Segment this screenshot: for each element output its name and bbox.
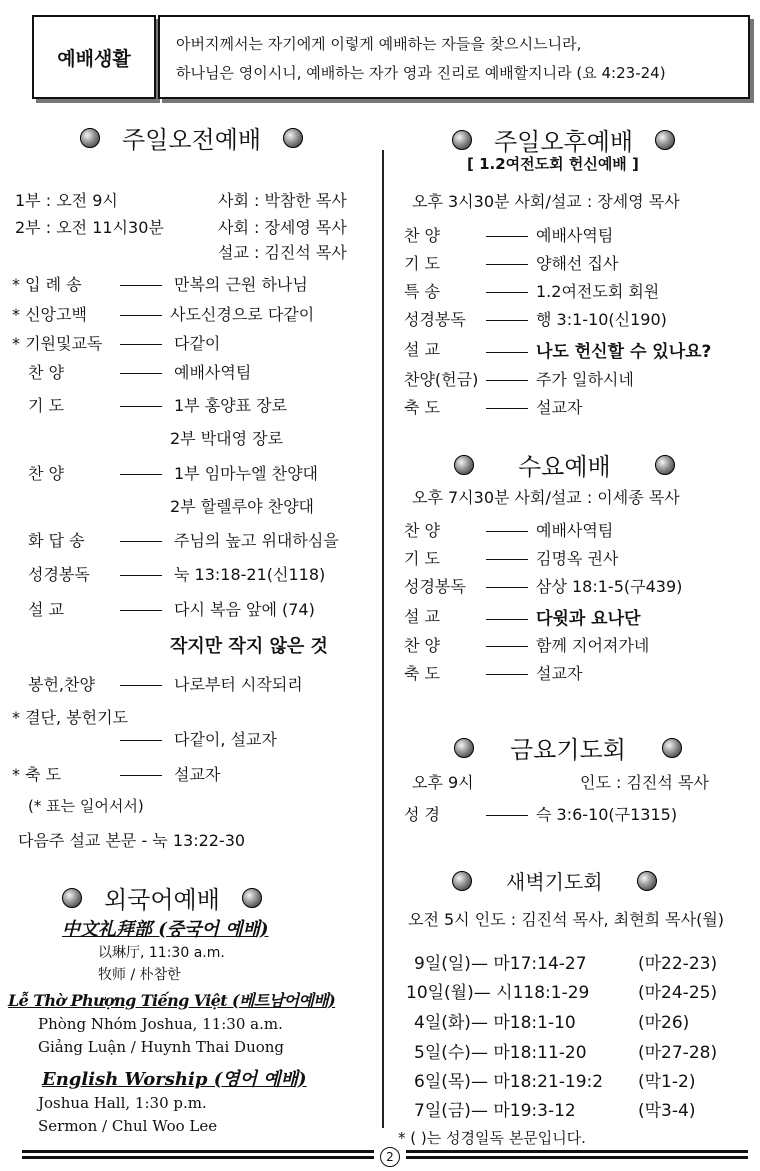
vietnamese-line-2: Giảng Luận / Huynh Thai Duong [38, 1038, 285, 1056]
bullet-ball-icon [662, 738, 682, 758]
bless-row [112, 762, 220, 785]
morning-row-label: * 입 례 송 [12, 275, 82, 294]
dawn-note: * ( )는 성경일독 본문입니다. [398, 1129, 586, 1147]
bullet-ball-icon [452, 871, 472, 891]
column-divider [382, 150, 384, 1128]
chinese-worship-title: 中文礼拜部 (중국어 예배) [62, 919, 269, 940]
afternoon-section-title: 주일오후예배 [452, 122, 675, 157]
morning-row-label: * 신앙고백 [12, 305, 87, 324]
morning-row [112, 461, 318, 484]
wednesday-row [478, 574, 682, 597]
header-label: 예배생활 [57, 47, 131, 70]
wednesday-row-value: 설교자 [536, 664, 583, 683]
morning-row-value: 눅 13:18-21(신118) [174, 565, 326, 584]
chinese-line-1: 以琳厅, 11:30 a.m. [98, 945, 225, 961]
wednesday-row-value: 김명옥 권사 [536, 549, 619, 568]
morning-row [112, 393, 287, 416]
afternoon-row-value: 행 3:1-10(신190) [536, 310, 667, 329]
dawn-row: 10일(월)— 시118:1-29 [406, 983, 590, 1003]
morning-row [112, 562, 325, 585]
morning-row [112, 597, 315, 620]
morning-row-label: * 기원및교독 [12, 334, 103, 353]
bullet-ball-icon [454, 455, 474, 475]
friday-scripture-value: 슥 3:6-10(구1315) [536, 805, 678, 824]
standing-note: (* 표는 일어서서) [28, 797, 144, 815]
morning-row-label: 화 답 송 [28, 531, 85, 550]
dawn-row: 4일(화)— 마18:1-10 [414, 1013, 576, 1033]
afternoon-row-label: 찬 양 [404, 226, 440, 245]
header-verse-box [158, 15, 750, 99]
bless-value: 설교자 [174, 765, 221, 784]
afternoon-row [478, 307, 667, 330]
bullet-ball-icon [637, 871, 657, 891]
wednesday-row [478, 661, 582, 684]
english-line-2: Sermon / Chul Woo Lee [38, 1117, 218, 1135]
dawn-row: 5일(수)— 마18:11-20 [414, 1043, 587, 1063]
morning-row-value: 다시 복음 앞에 (74) [174, 600, 315, 619]
morning-row-value: 2부 할렐루야 찬양대 [170, 497, 314, 516]
dawn-row: 9일(일)— 마17:14-27 [414, 954, 587, 974]
afternoon-row-value: 양해선 집사 [536, 254, 619, 273]
afternoon-time-host: 오후 3시30분 사회/설교 : 장세영 목사 [412, 192, 680, 211]
footer-rule-right [406, 1150, 748, 1159]
wednesday-row-label: 찬 양 [404, 521, 440, 540]
footer-rule-left [22, 1150, 374, 1159]
wednesday-row [478, 518, 613, 541]
bullet-ball-icon [62, 888, 82, 908]
dawn-time-leader: 오전 5시 인도 : 김진석 목사, 최현희 목사(월) [408, 910, 725, 929]
friday-section-title: 금요기도회 [454, 730, 682, 765]
friday-leader: 인도 : 김진석 목사 [580, 773, 709, 792]
morning-row [112, 331, 220, 354]
morning-row-label: 성경봉독 [28, 565, 90, 584]
afternoon-row [478, 367, 634, 390]
afternoon-row-label: 성경봉독 [404, 310, 466, 329]
wednesday-row-label: 축 도 [404, 664, 440, 683]
wednesday-time-host: 오후 7시30분 사회/설교 : 이세종 목사 [412, 488, 680, 507]
chinese-line-2: 牧师 / 朴참한 [98, 967, 181, 983]
offering-label: 봉헌,찬양 [28, 675, 95, 694]
bullet-ball-icon [454, 738, 474, 758]
afternoon-row [478, 279, 659, 302]
afternoon-row-value: 1.2여전도회 회원 [536, 282, 660, 301]
bless-label: * 축 도 [12, 765, 62, 784]
morning-row-value: 2부 박대영 장로 [170, 429, 284, 448]
morning-host-1: 사회 : 박참한 목사 [218, 191, 347, 210]
page-number: 2 [380, 1147, 400, 1167]
wednesday-row-label: 설 교 [404, 607, 440, 626]
morning-row-value: 1부 홍양표 장로 [174, 396, 288, 415]
decision-row [112, 727, 277, 750]
bullet-ball-icon [655, 130, 675, 150]
afternoon-row-label: 기 도 [404, 254, 440, 273]
wednesday-row [478, 546, 618, 569]
decision-value: 다같이, 설교자 [174, 730, 277, 749]
bullet-ball-icon [655, 455, 675, 475]
dawn-row-reading: (마27-28) [638, 1043, 718, 1063]
afternoon-row-value: 예배사역팀 [536, 226, 614, 245]
bullet-ball-icon [283, 128, 303, 148]
wednesday-row [478, 633, 649, 656]
vietnamese-worship-title: Lễ Thờ Phượng Tiếng Việt (베트남어예배) [8, 991, 336, 1010]
afternoon-row-value: 나도 헌신할 수 있나요? [536, 342, 712, 362]
afternoon-row-label: 설 교 [404, 340, 440, 359]
morning-row-value: 사도신경으로 다같이 [170, 305, 315, 324]
wednesday-row-label: 성경봉독 [404, 577, 466, 596]
morning-row-value: 주님의 높고 위대하심을 [174, 531, 339, 550]
dawn-row-reading: (마26) [638, 1013, 690, 1033]
wednesday-row-label: 찬 양 [404, 636, 440, 655]
english-worship-title: English Worship (영어 예배) [42, 1069, 307, 1090]
morning-row-value: 1부 임마누엘 찬양대 [174, 464, 318, 483]
dawn-section-title: 새벽기도회 [452, 866, 657, 895]
dawn-row-reading: (막3-4) [638, 1101, 696, 1121]
morning-section-title: 주일오전예배 [80, 120, 303, 155]
friday-time: 오후 9시 [412, 773, 474, 792]
morning-row [112, 272, 308, 295]
morning-row [112, 302, 314, 325]
wednesday-row [478, 604, 640, 629]
afternoon-row-label: 특 송 [404, 282, 440, 301]
morning-row [112, 360, 251, 383]
morning-row-label: 찬 양 [28, 363, 64, 382]
wednesday-row-label: 기 도 [404, 549, 440, 568]
morning-sermon-title: 작지만 작지 않은 것 [170, 636, 328, 657]
decision-label: * 결단, 봉헌기도 [12, 708, 128, 727]
morning-row-value: 예배사역팀 [174, 363, 252, 382]
afternoon-row-label: 찬양(헌금) [404, 370, 479, 389]
dawn-row-reading: (막1-2) [638, 1072, 696, 1092]
friday-scripture-row [478, 802, 677, 825]
dawn-row: 6일(목)— 마18:21-19:2 [414, 1072, 604, 1092]
afternoon-row-label: 축 도 [404, 398, 440, 417]
wednesday-section-title: 수요예배 [454, 447, 675, 482]
morning-host-2: 사회 : 장세영 목사 [218, 218, 347, 237]
dawn-row-reading: (마24-25) [638, 983, 718, 1003]
afternoon-row [478, 251, 618, 274]
wednesday-row-value: 다윗과 요나단 [536, 609, 641, 629]
morning-first-service: 1부 : 오전 9시 [15, 191, 118, 210]
vietnamese-line-1: Phòng Nhóm Joshua, 11:30 a.m. [38, 1015, 283, 1033]
offering-value: 나로부터 시작되리 [174, 675, 303, 694]
morning-second-service: 2부 : 오전 11시30분 [15, 218, 164, 237]
morning-row-label: 기 도 [28, 396, 64, 415]
offering-row [112, 672, 303, 695]
foreign-section-title: 외국어예배 [62, 880, 262, 915]
morning-row-value: 다같이 [174, 334, 221, 353]
bullet-ball-icon [242, 888, 262, 908]
verse-line-2: 하나님은 영이시니, 예배하는 자가 영과 진리로 예배할지니라 (요 4:23-24) [176, 64, 666, 82]
morning-row-value: 만복의 근원 하나님 [174, 275, 308, 294]
afternoon-row [478, 223, 613, 246]
morning-row-label: 설 교 [28, 600, 64, 619]
dawn-row-reading: (마22-23) [638, 954, 718, 974]
afternoon-row [478, 395, 582, 418]
afternoon-subtitle: [ 1.2여전도회 헌신예배 ] [467, 155, 639, 173]
afternoon-row [478, 337, 711, 362]
morning-preacher: 설교 : 김진석 목사 [218, 243, 347, 262]
afternoon-row-value: 설교자 [536, 398, 583, 417]
next-week-text: 다음주 설교 본문 - 눅 13:22-30 [18, 831, 246, 850]
afternoon-row-value: 주가 일하시네 [536, 370, 634, 389]
english-line-1: Joshua Hall, 1:30 p.m. [38, 1094, 207, 1112]
wednesday-row-value: 삼상 18:1-5(구439) [536, 577, 683, 596]
wednesday-row-value: 함께 지어져가네 [536, 636, 650, 655]
header-label-box [32, 15, 156, 99]
bullet-ball-icon [80, 128, 100, 148]
morning-row [112, 528, 339, 551]
verse-line-1: 아버지께서는 자기에게 이렇게 예배하는 자들을 찾으시느니라, [176, 35, 582, 53]
wednesday-row-value: 예배사역팀 [536, 521, 614, 540]
dawn-row: 7일(금)— 마19:3-12 [414, 1101, 576, 1121]
friday-scripture-label: 성 경 [404, 805, 440, 824]
bullet-ball-icon [452, 130, 472, 150]
morning-row-label: 찬 양 [28, 464, 64, 483]
